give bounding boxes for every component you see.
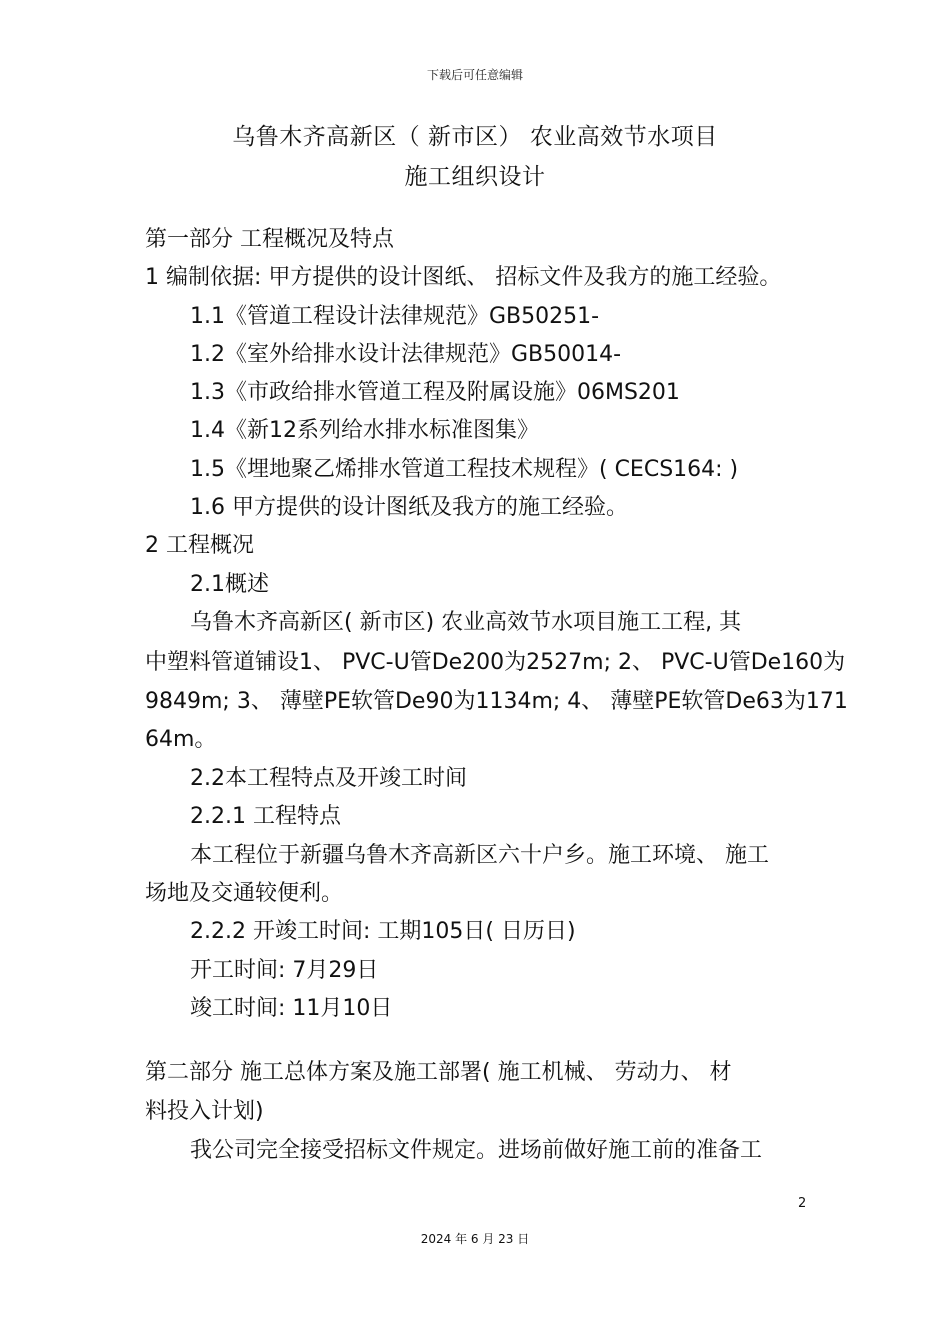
part2-heading-line: 第二部分 施工总体方案及施工部署( 施工机械、 劳动力、 材	[145, 1060, 732, 1085]
reference-item: 1.6 甲方提供的设计图纸及我方的施工经验。	[190, 495, 628, 520]
section-2-2-heading: 2.2本工程特点及开竣工时间	[190, 766, 467, 791]
reference-item: 1.1《管道工程设计法律规范》GB50251-	[190, 304, 600, 329]
overview-paragraph-line: 乌鲁木齐高新区( 新市区) 农业高效节水项目施工工程, 其	[190, 610, 742, 635]
part2-heading-line: 料投入计划)	[145, 1099, 264, 1124]
document-title-line-1: 乌鲁木齐高新区（ 新市区） 农业高效节水项目	[232, 124, 718, 150]
reference-item: 1.4《新12系列给水排水标准图集》	[190, 418, 539, 443]
end-time: 竣工时间: 11月10日	[190, 996, 393, 1021]
reference-item: 1.3《市政给排水管道工程及附属设施》06MS201	[190, 380, 680, 405]
page-header: 下载后可任意编辑	[426, 68, 523, 82]
features-paragraph-line: 场地及交通较便利。	[145, 881, 344, 906]
reference-item: 1.5《埋地聚乙烯排水管道工程技术规程》( CECS164: )	[190, 457, 739, 482]
section-2-2-2-heading: 2.2.2 开竣工时间: 工期105日( 日历日)	[190, 919, 576, 944]
overview-paragraph-line: 64m。	[145, 727, 217, 752]
part2-paragraph-line: 我公司完全接受招标文件规定。进场前做好施工前的准备工	[190, 1138, 763, 1163]
overview-paragraph-line: 中塑料管道铺设1、 PVC-U管De200为2527m; 2、 PVC-U管De160为	[145, 650, 846, 675]
section-2-1-heading: 2.1概述	[190, 572, 269, 597]
document-title-line-2: 施工组织设计	[404, 164, 546, 190]
section-1-heading: 1 编制依据: 甲方提供的设计图纸、 招标文件及我方的施工经验。	[145, 265, 782, 290]
page-footer-date: 2024 年 6 月 23 日	[420, 1232, 530, 1246]
features-paragraph-line: 本工程位于新疆乌鲁木齐高新区六十户乡。施工环境、 施工	[190, 843, 769, 868]
reference-item: 1.2《室外给排水设计法律规范》GB50014-	[190, 342, 622, 367]
part1-heading: 第一部分 工程概况及特点	[145, 227, 394, 252]
section-2-heading: 2 工程概况	[145, 533, 254, 558]
page-number: 2	[798, 1196, 807, 1211]
start-time: 开工时间: 7月29日	[190, 958, 379, 983]
overview-paragraph-line: 9849m; 3、 薄壁PE软管De90为1134m; 4、 薄壁PE软管De63为171	[145, 689, 848, 714]
section-2-2-1-heading: 2.2.1 工程特点	[190, 804, 341, 829]
